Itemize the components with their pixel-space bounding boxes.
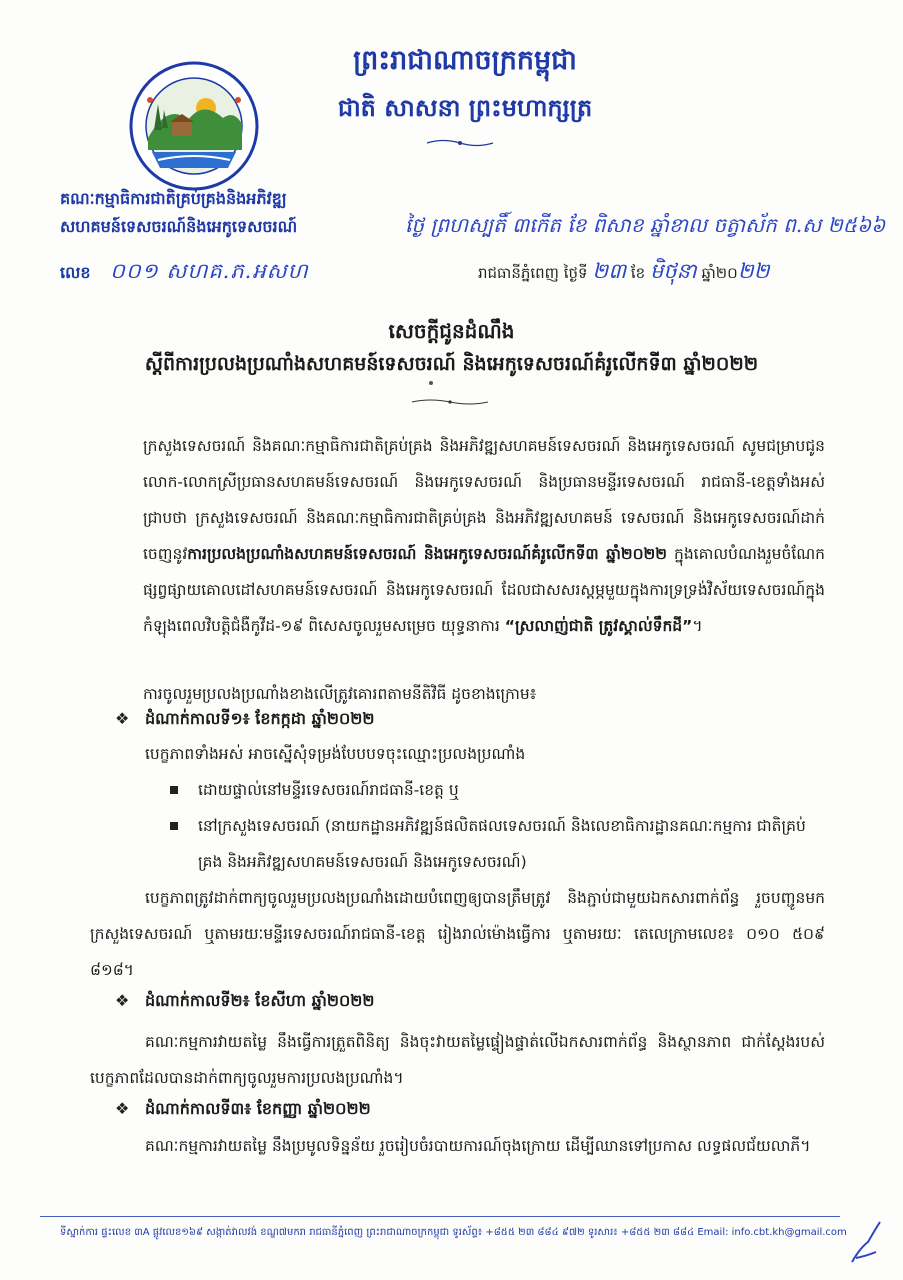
phase-3-body-text: គណៈកម្មការវាយតម្លៃ នឹងប្រមូលទិន្នន័យ រួចរៀបចំរបាយការណ៍ចុងក្រោយ ដើម្បីឈានទៅប្រកាស លទ្ធផលជ័យលាភី។ [145, 1137, 811, 1155]
date-year: ២២ [737, 259, 770, 283]
reference-label: លេខ [60, 263, 91, 282]
phase-1-body [90, 880, 825, 988]
diamond-bullet-icon: ❖ [115, 991, 130, 1010]
phase-1-item-1: ដោយផ្ទាល់នៅមន្ទីរទេសចរណ៍រាជធានី-ខេត្ត ឬ [198, 781, 459, 799]
footer-rule [40, 1216, 840, 1217]
phase-2-heading [115, 990, 375, 1014]
phase-1-body-text: បេក្ខភាពត្រូវដាក់ពាក្យចូលរួមប្រលងប្រណាំងដោយបំពេញឲ្យបានត្រឹមត្រូវ និងភ្ជាប់ជាមួយឯកសារពាក់ព័ន្ធ រួចបញ្ជូនមកក្រសួងទេសចរណ៍ ឬតាមរយៈមន្ទីរទេសចរណ៍រាជធានី-ខេត្ត រៀងរាល់ម៉ោងធ្វើការ ឬតាមរយៈ តេលេក្រាមលេខ៖ ០១០ ៥០៩ ៨១៨។ [90, 889, 825, 979]
organization-logo-seal [128, 60, 260, 192]
date-prefix: រាជធានីភ្នំពេញ ថ្ងៃទី [478, 264, 588, 282]
date-year-label: ឆ្នាំ២០ [701, 264, 738, 282]
phase-1-item-2: នៅក្រសួងទេសចរណ៍ (នាយកដ្ឋានអភិវឌ្ឍន៍ផលិតផលទេសចរណ៍ និងលេខាធិការដ្ឋានគណៈកម្មការ ជាតិគ្រប់គ្រង និងអភិវឌ្ឍសហគមន៍ទេសចរណ៍ និងអេកូទេសចរណ៍) [198, 817, 806, 871]
notice-title: សេចក្ដីជូនដំណឹង [388, 319, 515, 343]
phase-1-title: ដំណាក់កាលទី១៖ ខែកក្កដា ឆ្នាំ២០២២ [145, 709, 375, 728]
title-ornament [410, 398, 490, 406]
gregorian-date [478, 258, 770, 289]
title-dot [429, 381, 433, 385]
phase-3-heading [115, 1098, 371, 1122]
intro-end: ។ [692, 617, 703, 635]
footer-address: ទីស្នាក់ការ ផ្ទះលេខ ៣A ផ្លូវលេខ១៦៩ សង្កាត់វាលវង់ ខណ្ឌ៧មករា រាជធានីភ្នំពេញ ព្រះរាជាណាចក្រកម្ពុជា ទូរស័ព្ទ៖ +៨៥៥ ២៣ ៨៨៤ ៩៧២ ទូរសារ៖ +៨៥៥ ២៣ ៨៨៤ Email: info.cbt.kh@gmail.com [60, 1227, 847, 1238]
initials-mark [846, 1218, 886, 1266]
date-month-label: ខែ [630, 264, 646, 282]
phase-2-body-text: គណៈកម្មការវាយតម្លៃ នឹងធ្វើការត្រួតពិនិត្យ និងចុះវាយតម្លៃផ្ទៀងផ្ទាត់លើឯកសារពាក់ព័ន្ធ និងស្ថានភាព ជាក់ស្ដែងរបស់បេក្ខភាពដែលបានដាក់ពាក្យចូលរួមការប្រលងប្រណាំង។ [90, 1033, 825, 1087]
square-bullet-icon [170, 786, 178, 794]
date-day: ២៣ [592, 259, 627, 283]
organization-name-line1: គណៈកម្មាធិការជាតិគ្រប់គ្រងនិងអភិវឌ្ឍ [60, 189, 287, 208]
date-month: មិថុនា [650, 259, 697, 283]
organization-name-line2: សហគមន៍ទេសចរណ៍និងអេកូទេសចរណ៍ [60, 217, 298, 236]
lunar-date-handwritten: ថ្ងៃ ព្រហស្បតិ៍ ៣កើត ខែ ពិសាខ ឆ្នាំខាល ចត្វាស័ក ព.ស ២៥៦៦ [405, 213, 886, 237]
intro-paragraph [143, 428, 825, 644]
national-motto: ជាតិ សាសនា ព្រះមហាក្សត្រ [337, 93, 593, 122]
phase-1-heading [115, 708, 375, 732]
phase-3-title: ដំណាក់កាលទី៣៖ ខែកញ្ញា ឆ្នាំ២០២២ [145, 1099, 371, 1118]
intro-text-b: ក្នុងគោលបំណងរួមចំណែកផ្សព្វផ្សាយគោលដៅសហគមន៍ទេសចរណ៍ និងអេកូទេសចរណ៍ ដែលជាសសរស្ដម្ភមួយក្នុងការទ្រទ្រង់វិស័យទេសចរណ៍ក្នុងកំឡុងពេលវិបត្តិជំងឺកូវីដ-១៩ ពិសេសចូលរួមសម្រេច យុទ្ធនាការ [143, 545, 825, 635]
phase-2-body [90, 1024, 825, 1096]
phase-2-title: ដំណាក់កាលទី២៖ ខែសីហា ឆ្នាំ២០២២ [145, 991, 375, 1010]
reference-handwritten: ០០១ សហគ.ភ.អសហ [110, 259, 309, 283]
diamond-bullet-icon: ❖ [115, 709, 130, 728]
notice-subject: ស្ដីពីការប្រលងប្រណាំងសហគមន៍ទេសចរណ៍ និងអេកូទេសចរណ៍គំរូលើកទី៣ ឆ្នាំ២០២២ [144, 353, 759, 375]
rules-intro: ការចូលរួមប្រលងប្រណាំងខាងលើត្រូវគោរពតាមនីតិវិធី ដូចខាងក្រោម៖ [143, 685, 537, 703]
ornament-divider [425, 138, 495, 148]
reference-number [60, 258, 309, 289]
square-bullet-icon [170, 822, 178, 830]
campaign-slogan: “ស្រលាញ់ជាតិ ត្រូវស្គាល់ទឹកដី” [504, 617, 693, 635]
kingdom-heading: ព្រះរាជាណាចក្រកម្ពុជា [353, 45, 577, 76]
diamond-bullet-icon: ❖ [115, 1099, 130, 1118]
intro-bold-event: ការប្រលងប្រណាំងសហគមន៍ទេសចរណ៍ និងអេកូទេសចរណ៍គំរូលើកទី៣ ឆ្នាំ២០២២ [187, 545, 668, 563]
phase-1-intro: បេក្ខភាពទាំងអស់ អាចស្នើសុំទម្រង់បែបបទចុះឈ្មោះប្រលងប្រណាំង [145, 745, 526, 763]
intro-text-a: ក្រសួងទេសចរណ៍ និងគណៈកម្មាធិការជាតិគ្រប់គ្រង និងអភិវឌ្ឍសហគមន៍ទេសចរណ៍ និងអេកូទេសចរណ៍ សូមជម្រាបជូន លោក-លោកស្រីប្រធានសហគមន៍ទេសចរណ៍ និងអេកូទេសចរណ៍ និងប្រធានមន្ទីរទេសចរណ៍ រាជធានី-ខេត្តទាំងអស់ ជ្រាបថា ក្រសួងទេសចរណ៍ និងគណៈកម្មាធិការជាតិគ្រប់គ្រង និងអភិវឌ្ឍសហគមន៍ ទេសចរណ៍ និងអេកូទេសចរណ៍ដាក់ចេញនូវ [143, 437, 825, 563]
phase-3-body [90, 1128, 825, 1164]
